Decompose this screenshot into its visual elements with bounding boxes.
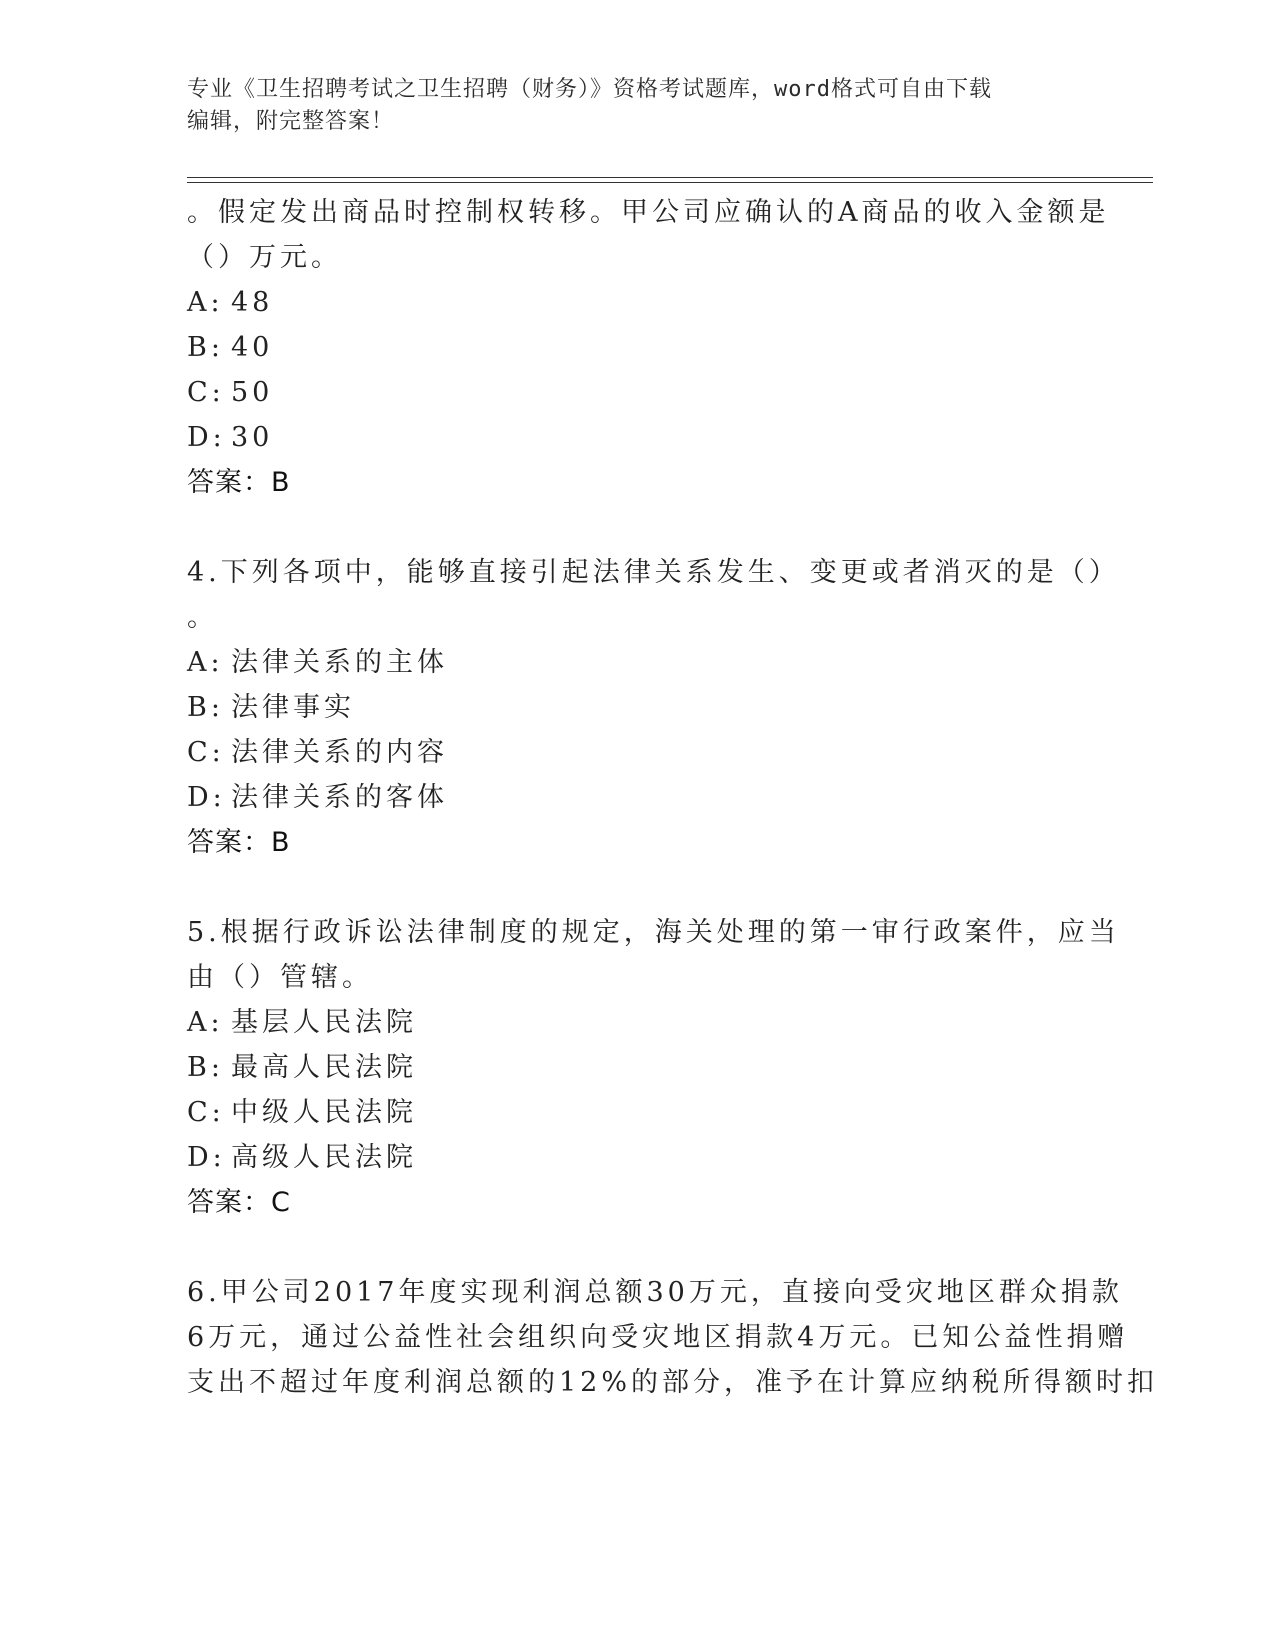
option-label: A:: [187, 1007, 224, 1038]
option-c: [187, 730, 1087, 775]
option-d: [187, 775, 1087, 820]
option-text: 30: [231, 422, 274, 453]
question-4: [187, 550, 1120, 866]
header-divider-top: [187, 177, 1153, 178]
answer-line: 答案：C: [187, 1187, 291, 1218]
question-text-line: 。: [187, 602, 218, 633]
option-label: C:: [187, 1097, 225, 1128]
header-line-2: 编辑，附完整答案！: [187, 109, 395, 134]
option-label: A:: [187, 647, 224, 678]
option-label: C:: [187, 737, 225, 768]
question-text-line: 4.下列各项中，能够直接引起法律关系发生、变更或者消灭的是（）: [187, 557, 1120, 588]
option-text: 法律事实: [231, 692, 355, 723]
option-text: 最高人民法院: [231, 1052, 417, 1083]
option-b: [187, 1045, 1087, 1090]
option-label: B:: [187, 1052, 224, 1083]
option-label: B:: [187, 332, 224, 363]
question-text-line: 由（）管辖。: [187, 962, 373, 993]
spacer: [187, 866, 1087, 910]
question-3: [187, 190, 1110, 506]
option-text: 中级人民法院: [231, 1097, 417, 1128]
spacer: [187, 1226, 1087, 1270]
option-text: 48: [231, 287, 274, 318]
question-text-line: 。假定发出商品时控制权转移。甲公司应确认的A商品的收入金额是: [187, 197, 1110, 228]
option-label: D:: [187, 1142, 226, 1173]
question-5: [187, 910, 1120, 1226]
option-text: 50: [231, 377, 274, 408]
option-label: D:: [187, 422, 226, 453]
header-divider-bottom: [187, 182, 1153, 183]
option-label: A:: [187, 287, 224, 318]
option-text: 高级人民法院: [231, 1142, 417, 1173]
option-label: C:: [187, 377, 225, 408]
header-line-1: 专业《卫生招聘考试之卫生招聘（财务）》资格考试题库，word格式可自由下载: [187, 77, 992, 102]
option-c: [187, 1090, 1087, 1135]
option-a: [187, 1000, 1087, 1045]
option-c: [187, 370, 1087, 415]
option-label: D:: [187, 782, 226, 813]
option-b: [187, 685, 1087, 730]
spacer: [187, 506, 1087, 550]
question-text-line: 5.根据行政诉讼法律制度的规定，海关处理的第一审行政案件，应当: [187, 917, 1120, 948]
option-a: [187, 280, 1087, 325]
answer-line: 答案：B: [187, 827, 291, 858]
option-d: [187, 415, 1087, 460]
option-text: 法律关系的主体: [231, 647, 448, 678]
question-text-line: 6万元，通过公益性社会组织向受灾地区捐款4万元。已知公益性捐赠: [187, 1322, 1129, 1353]
option-b: [187, 325, 1087, 370]
answer-line: 答案：B: [187, 467, 291, 498]
option-label: B:: [187, 692, 224, 723]
option-d: [187, 1135, 1087, 1180]
option-text: 40: [231, 332, 274, 363]
option-a: [187, 640, 1087, 685]
question-text-line: （）万元。: [187, 242, 342, 273]
question-text-line: 6.甲公司2017年度实现利润总额30万元，直接向受灾地区群众捐款: [187, 1277, 1123, 1308]
option-text: 法律关系的客体: [231, 782, 448, 813]
question-6: [187, 1270, 1159, 1405]
question-list: [187, 190, 1159, 1405]
option-text: 基层人民法院: [231, 1007, 417, 1038]
option-text: 法律关系的内容: [231, 737, 448, 768]
document-header: [187, 74, 1087, 138]
question-text-line: 支出不超过年度利润总额的12%的部分，准予在计算应纳税所得额时扣: [187, 1367, 1159, 1398]
